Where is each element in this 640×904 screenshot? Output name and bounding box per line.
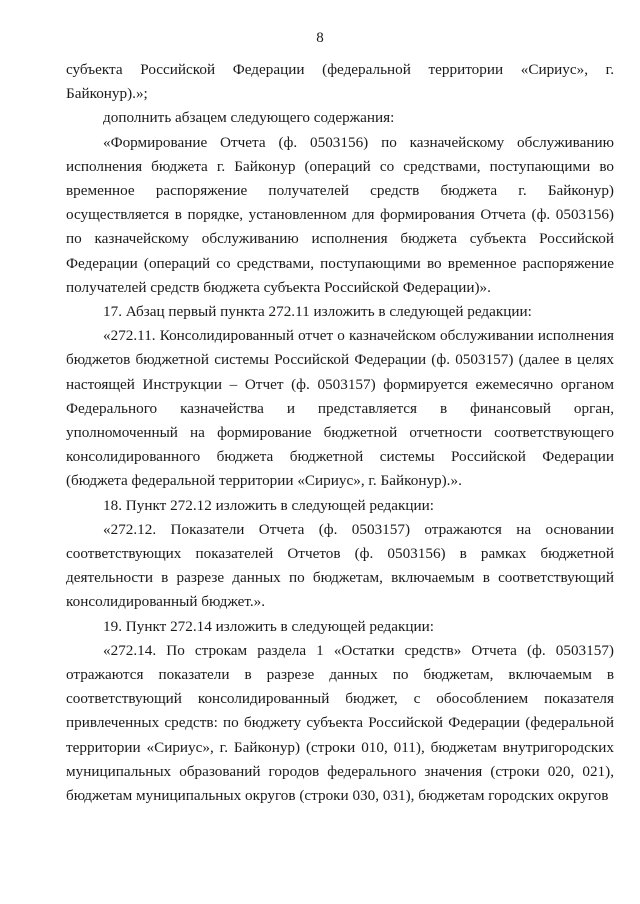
paragraph-report-formation: «Формирование Отчета (ф. 0503156) по казначейскому обслуживанию исполнения бюджета г. Байконур (операций со средствами, поступающими во временное распоряжение получателей средств бюджета г. Байконур) осуществляется в порядке, установленном для формирования Отчета (ф. 0503156) по казначейскому обслуживанию исполнения бюджета субъекта Российской Федерации (операций со средствами, поступающими во временное распоряжение получателей средств бюджета субъекта Российской Федерации)». <box>66 133 614 296</box>
paragraph-item-19: 19. Пункт 272.14 изложить в следующей редакции: <box>103 617 434 635</box>
paragraph-item-18: 18. Пункт 272.12 изложить в следующей редакции: <box>103 496 434 514</box>
paragraph-continuation: субъекта Российской Федерации (федеральной территории «Сириус», г. Байконур).»; <box>66 61 614 103</box>
paragraph-add-clause: дополнить абзацем следующего содержания: <box>103 109 395 127</box>
paragraph-272-12: «272.12. Показатели Отчета (ф. 0503157) отражаются на основании соответствующих показателей Отчетов (ф. 0503156) в рамках бюджетной деятельности в разрезе данных по бюджетам, включаемым в соответствующий консолидированный бюджет.». <box>66 520 614 611</box>
document-body <box>66 58 614 808</box>
page-number: 8 <box>316 30 324 46</box>
paragraph-272-11: «272.11. Консолидированный отчет о казначейском обслуживании исполнения бюджетов бюджетной системы Российской Федерации (ф. 0503157) (далее в целях настоящей Инструкции – Отчет (ф. 0503157) формируется ежемесячно органом Федерального казначейства и представляется в финансовый орган, уполномоченный на формирование бюджетной отчетности соответствующего консолидированного бюджета бюджетной системы Российской Федерации (бюджета федеральной территории «Сириус», г. Байконур).». <box>66 327 614 490</box>
paragraph-item-17: 17. Абзац первый пункта 272.11 изложить в следующей редакции: <box>103 303 532 321</box>
paragraph-272-14: «272.14. По строкам раздела 1 «Остатки средств» Отчета (ф. 0503157) отражаются показатели в разрезе данных по бюджетам, включаемым в соответствующий консолидированный бюджет, с обособлением показателя привлеченных средств: по бюджету субъекта Российской Федерации (федеральной территории «Сириус», г. Байконур) (строки 010, 011), бюджетам внутригородских муниципальных образований городов федерального значения (строки 020, 021), бюджетам муниципальных округов (строки 030, 031), бюджетам городских округов <box>66 641 614 805</box>
